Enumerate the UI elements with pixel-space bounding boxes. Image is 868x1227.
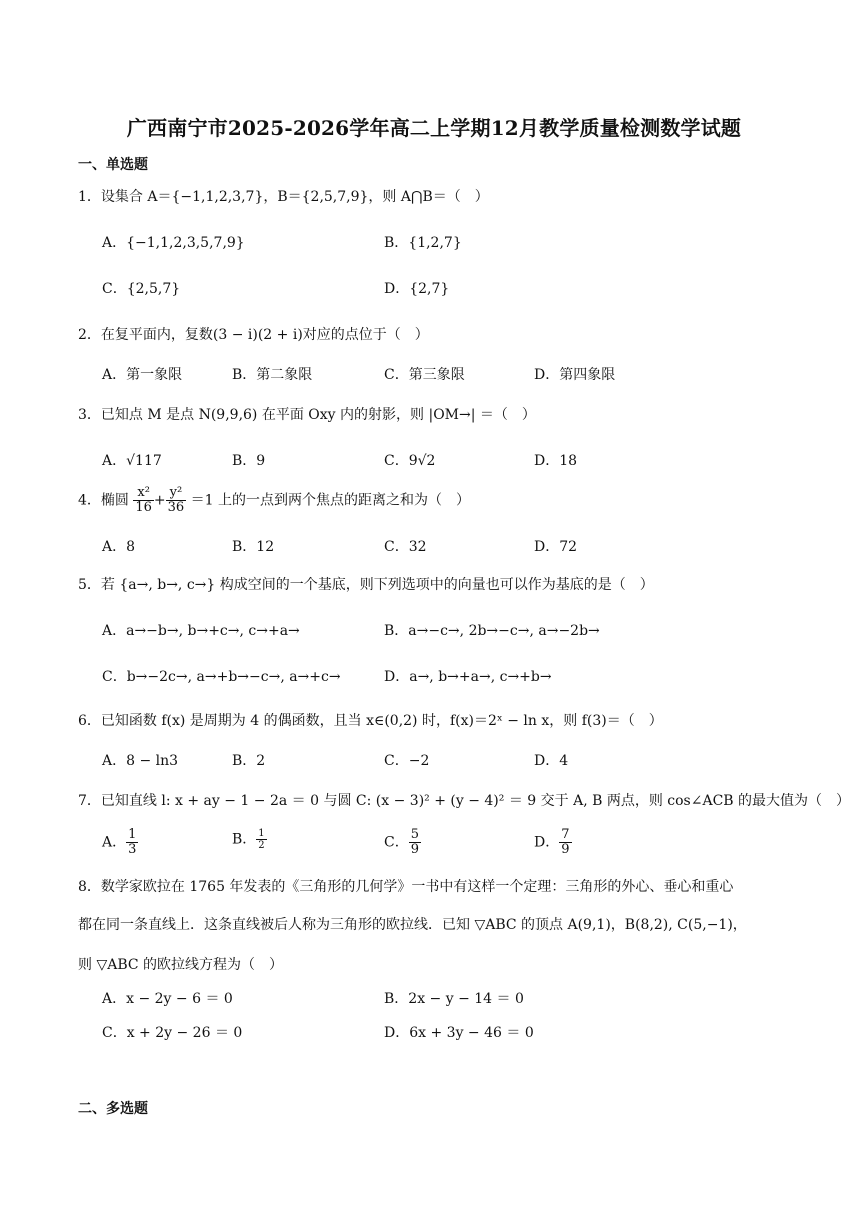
- question-3-option-c: C．9√2: [384, 453, 436, 469]
- fraction-denominator: 9: [561, 842, 570, 857]
- question-5-option-b: B．a→−c→, 2b→−c→, a→−2b→: [384, 623, 600, 639]
- question-1-option-d: D．{2,7}: [384, 281, 450, 297]
- question-6-option-c: C．−2: [384, 753, 430, 769]
- question-6-option-a: A．8 − ln3: [102, 753, 179, 769]
- question-8-option-b: B．2x − y − 14 ＝ 0: [384, 991, 524, 1007]
- question-4-option-c: C．32: [384, 539, 427, 555]
- option-fraction: [126, 828, 138, 857]
- fraction-numerator: 1: [128, 827, 137, 842]
- question-4-option-a: A．8: [102, 539, 136, 555]
- question-3-option-d: D．18: [534, 453, 578, 469]
- question-6-option-d: D．4: [534, 753, 569, 769]
- question-2-option-d: D．第四象限: [534, 367, 616, 383]
- option-fraction: [559, 828, 571, 857]
- question-3: 3．已知点 M 是点 N(9,9,6) 在平面 Oxy 内的射影，则 |OM→| ＝（ ）: [78, 407, 536, 423]
- question-1-option-b: B．{1,2,7}: [384, 235, 462, 251]
- option-fraction: [256, 828, 266, 851]
- question-7-option-a: [102, 828, 138, 857]
- question-2-option-a: A．第一象限: [102, 367, 183, 383]
- fraction-numerator: 7: [561, 827, 570, 842]
- fraction-numerator: y²: [166, 486, 187, 501]
- question-6-option-b: B．2: [232, 753, 266, 769]
- question-8-option-c: C．x + 2y − 26 ＝ 0: [102, 1025, 243, 1041]
- question-2-option-c: C．第三象限: [384, 367, 465, 383]
- question-8-line-3: 则 ▽ABC 的欧拉线方程为（ ）: [78, 957, 284, 973]
- question-4: 4．椭圆 $\frac{\text{x²}}{16}$ + $\frac{\text{y²}}{36}$ ＝1 上的一点到两个焦点的距离之和为（ ）: [78, 485, 471, 515]
- question-7-option-d: [534, 828, 572, 857]
- question-3-option-a: A．√117: [102, 453, 162, 469]
- question-1-option-c: C．{2,5,7}: [102, 281, 181, 297]
- question-8-option-d: D．6x + 3y − 46 ＝ 0: [384, 1025, 534, 1041]
- fraction-denominator: 3: [128, 842, 137, 857]
- question-7-option-b: [232, 828, 267, 851]
- option-label: D．: [534, 834, 560, 851]
- option-label: C．: [384, 834, 409, 851]
- question-7: 7．已知直线 l: x + ay − 1 − 2a ＝ 0 与圆 C: (x − 3)² + (y − 4)² ＝ 9 交于 A, B 两点，则 cos∠ACB 的最大值为（ ）: [78, 793, 851, 809]
- question-8-line-1: 8．数学家欧拉在 1765 年发表的《三角形的几何学》一书中有这样一个定理：三角形的外心、垂心和重心: [78, 879, 734, 895]
- question-1: 1．设集合 A＝{−1,1,2,3,7}，B＝{2,5,7,9}，则 A⋂B＝（ ）: [78, 189, 489, 205]
- question-5: 5．若 {a→, b→, c→} 构成空间的一个基底，则下列选项中的向量也可以作为基底的是（ ）: [78, 577, 654, 593]
- question-4-option-b: B．12: [232, 539, 275, 555]
- option-label: A．: [102, 834, 127, 851]
- question-8-line-2: 都在同一条直线上．这条直线被后人称为三角形的欧拉线．已知 ▽ABC 的顶点 A(9,1)，B(8,2), C(5,−1)，: [78, 917, 747, 933]
- question-4-suffix: ＝1 上的一点到两个焦点的距离之和为（ ）: [190, 492, 471, 509]
- fraction-y-squared: [166, 486, 187, 515]
- fraction-denominator: 9: [410, 842, 419, 857]
- fraction-denominator: 2: [258, 840, 265, 851]
- fraction-numerator: 1: [258, 828, 265, 839]
- question-2: 2．在复平面内，复数(3 − i)(2 + i)对应的点位于（ ）: [78, 327, 429, 343]
- question-6: 6．已知函数 f(x) 是周期为 4 的偶函数，且当 x∈(0,2) 时，f(x)＝2ˣ − ln x，则 f(3)＝（ ）: [78, 713, 663, 729]
- fraction-x-squared: [133, 486, 154, 515]
- section-multiple-choice: 二、多选题: [78, 1101, 148, 1117]
- question-3-option-b: B．9: [232, 453, 266, 469]
- question-7-option-c: [384, 828, 421, 857]
- question-2-option-b: B．第二象限: [232, 367, 313, 383]
- fraction-numerator: 5: [410, 827, 419, 842]
- question-5-option-c: C．b→−2c→, a→+b→−c→, a→+c→: [102, 669, 341, 685]
- question-1-option-a: A．{−1,1,2,3,5,7,9}: [102, 235, 245, 251]
- option-fraction: [409, 828, 421, 857]
- page-title: 广西南宁市2025-2026学年高二上学期12月教学质量检测数学试题: [126, 116, 742, 140]
- question-8-option-a: A．x − 2y − 6 ＝ 0: [102, 991, 233, 1007]
- fraction-denominator: 16: [135, 500, 152, 515]
- fraction-numerator: x²: [133, 486, 154, 501]
- fraction-denominator: 36: [167, 500, 185, 515]
- question-4-prefix: 4．椭圆: [78, 492, 129, 509]
- section-single-choice: 一、单选题: [78, 157, 148, 173]
- question-5-option-a: A．a→−b→, b→+c→, c→+a→: [102, 623, 300, 639]
- question-4-option-d: D．72: [534, 539, 578, 555]
- question-5-option-d: D．a→, b→+a→, c→+b→: [384, 669, 552, 685]
- option-label: B．: [232, 831, 257, 848]
